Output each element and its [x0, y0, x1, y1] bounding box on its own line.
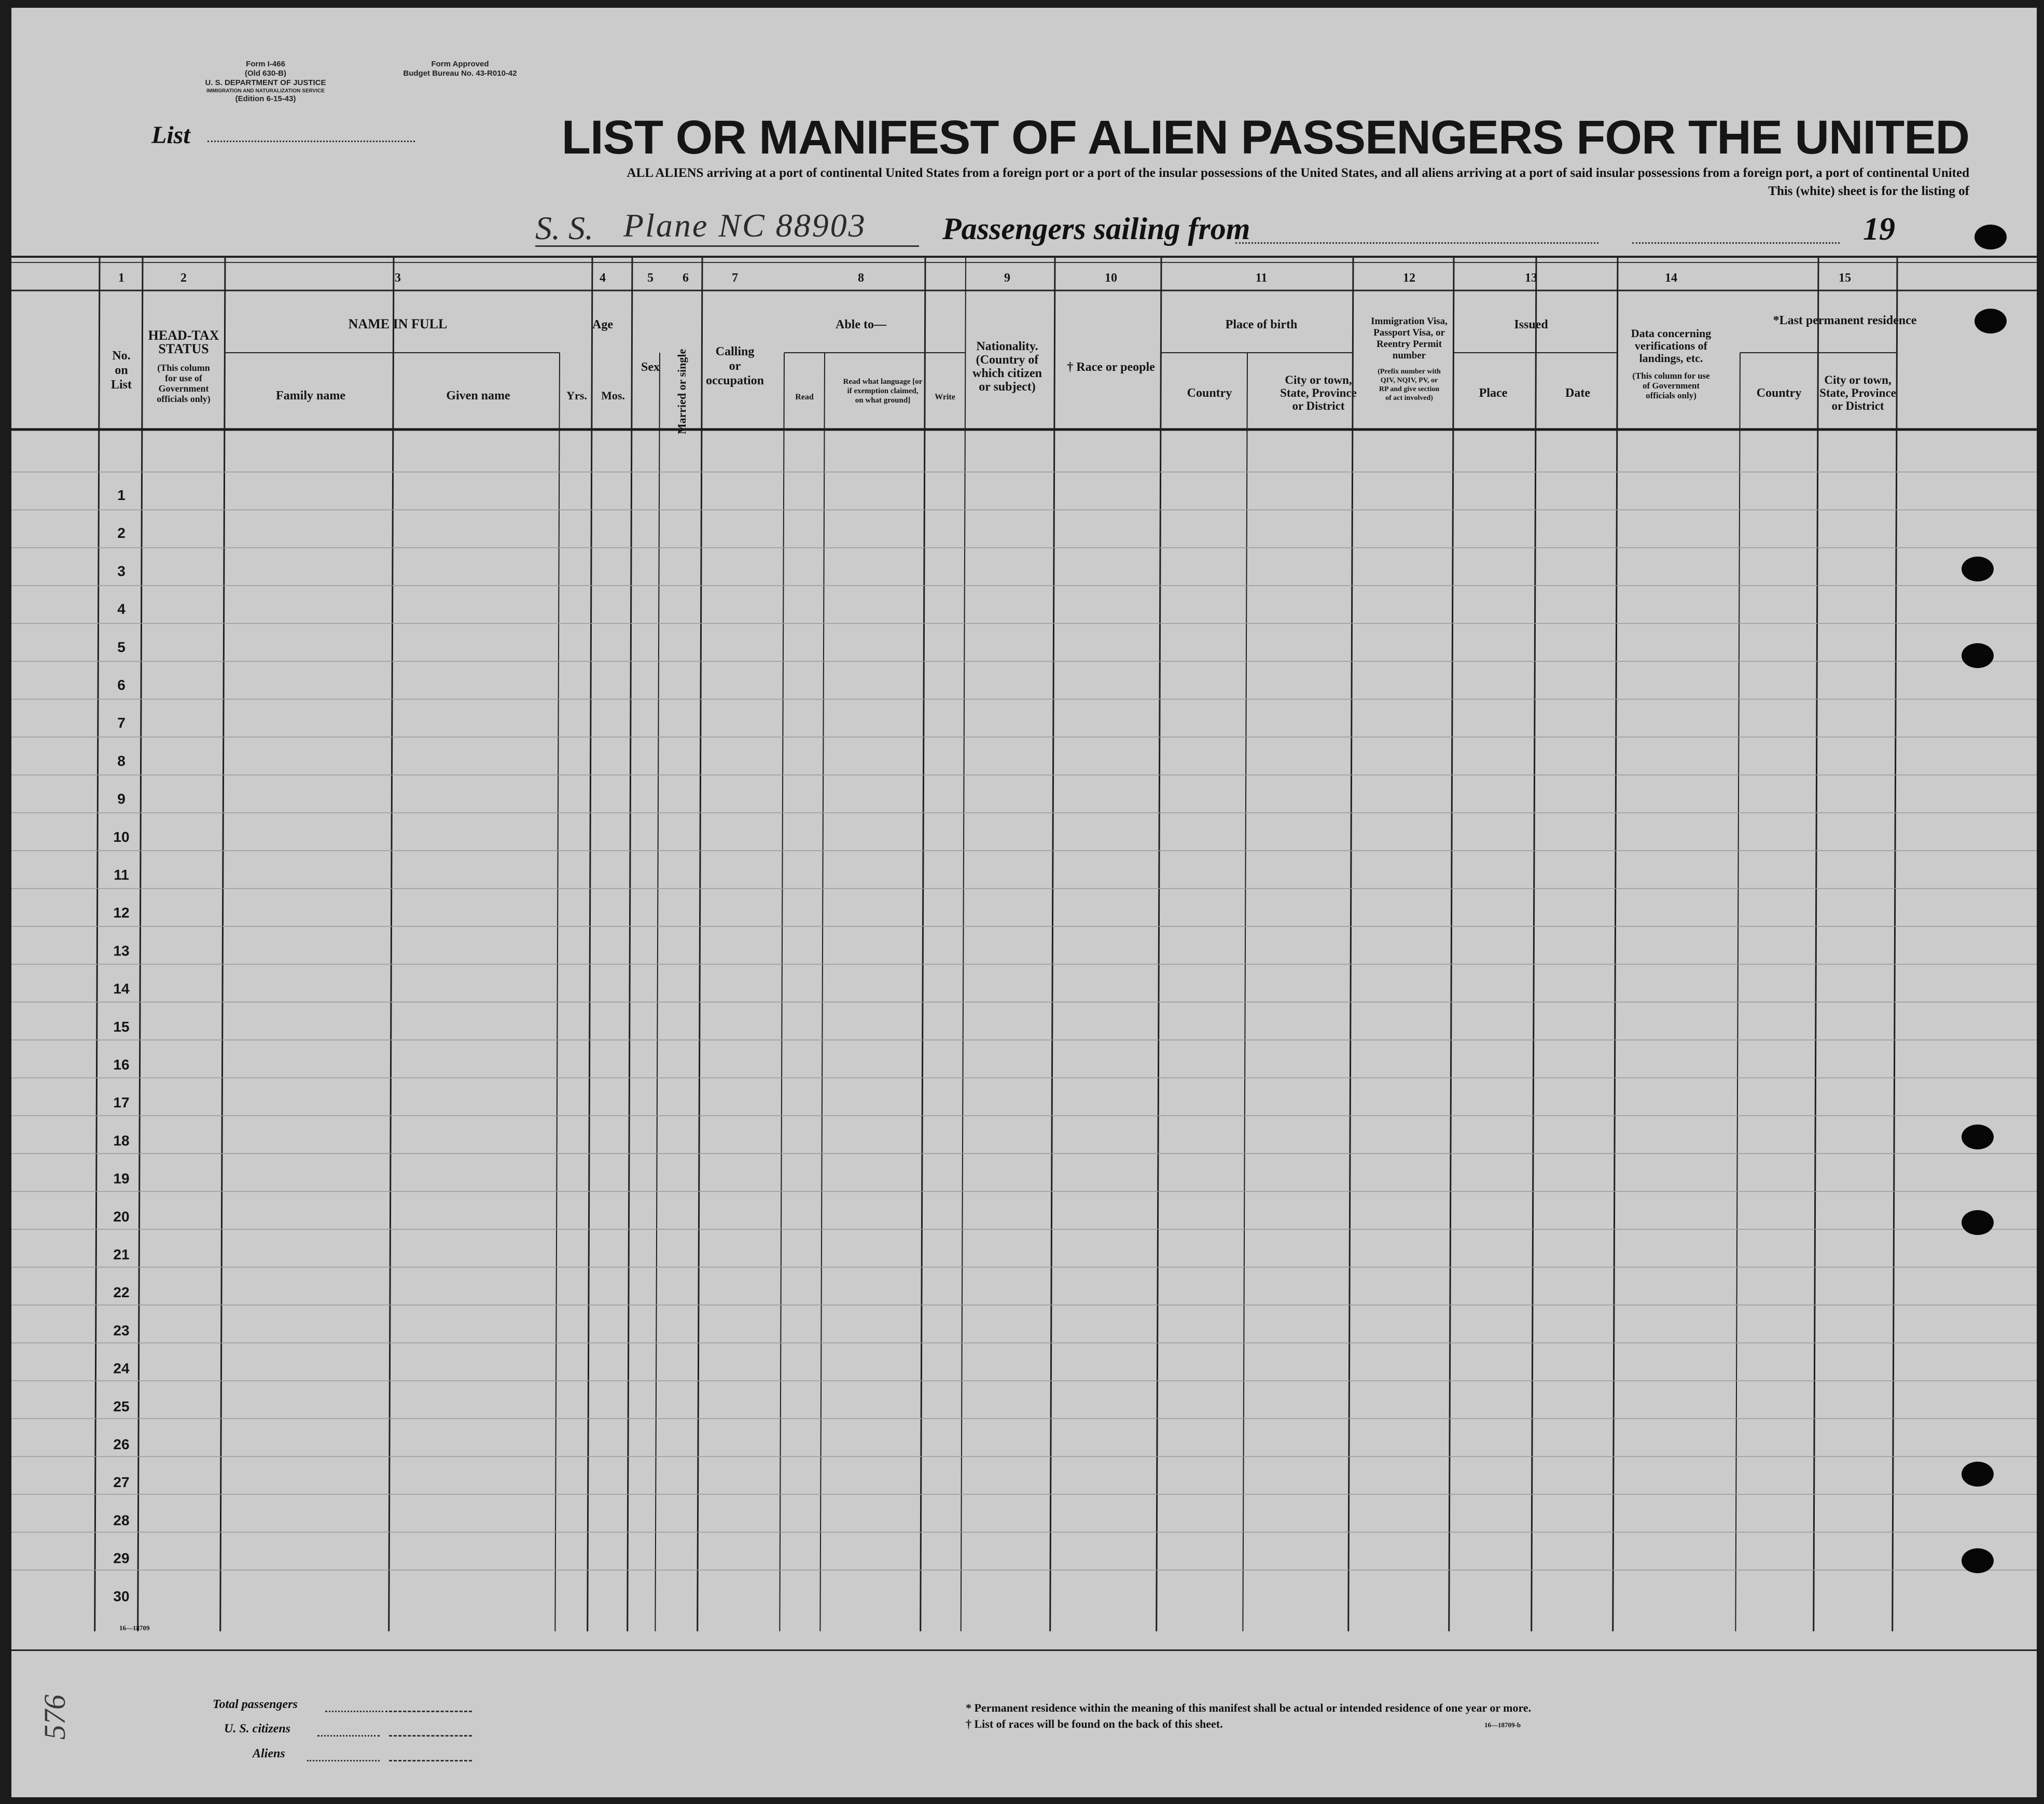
binding-hole: [1975, 225, 2007, 249]
column-divider: [1532, 258, 1536, 1631]
head-tax-note: for use of: [165, 373, 202, 383]
row-number: 15: [113, 1018, 130, 1035]
column-divider: [555, 353, 560, 1631]
row-number: 14: [113, 980, 130, 997]
visa-note: of act involved): [1385, 394, 1433, 402]
issued-date-header: Date: [1565, 386, 1590, 400]
head-tax-note: officials only): [157, 394, 211, 404]
name-in-full-header: NAME IN FULL: [348, 316, 448, 331]
column-divider: [780, 353, 784, 1631]
calling-header: occupation: [705, 374, 764, 387]
row-number: 8: [117, 753, 126, 769]
row-number: 25: [113, 1398, 130, 1414]
row-number: 2: [117, 525, 126, 542]
column-number: 7: [732, 271, 738, 285]
form-approved-text: Form Approved: [431, 60, 489, 68]
sailing-from-label: Passengers sailing from: [942, 212, 1250, 246]
column-divider: [1814, 258, 1818, 1631]
column-number: 11: [1255, 271, 1268, 285]
row-number: 30: [113, 1588, 130, 1604]
column-divider: [655, 353, 660, 1631]
table-grid: [11, 258, 2037, 1631]
visa-note: QIV, NQIV, PV, or: [1380, 377, 1438, 384]
row-number: 20: [113, 1208, 130, 1225]
binding-hole: [1962, 643, 1994, 668]
form-edition: (Edition 6-15-43): [235, 94, 296, 103]
birth-country-header: Country: [1187, 386, 1232, 400]
manifest-title: LIST OR MANIFEST OF ALIEN PASSENGERS FOR THE UNITED: [561, 111, 1969, 164]
age-header: Age: [592, 318, 613, 331]
visa-note: RP and give section: [1379, 385, 1440, 393]
row-number: 26: [113, 1436, 130, 1452]
binding-hole: [1962, 1548, 1994, 1573]
mos-header: Mos.: [601, 389, 625, 402]
calling-header: Calling: [715, 345, 755, 358]
binding-hole: [1962, 1125, 1994, 1149]
row-number: 19: [113, 1170, 130, 1187]
visa-header: Passport Visa, or: [1373, 327, 1445, 338]
head-tax-note: (This column: [157, 363, 210, 373]
column-divider: [1348, 258, 1353, 1631]
us-citizens-label: U. S. citizens: [224, 1722, 291, 1736]
margin-handwritten-number: 576: [38, 1695, 72, 1740]
no-on-list-header: on: [115, 364, 128, 377]
binding-hole: [1962, 1210, 1994, 1235]
table-code: 16—18709: [119, 1624, 150, 1632]
form-old-number: (Old 630-B): [244, 69, 286, 78]
nationality-header: which citizen: [972, 367, 1042, 380]
row-number: 13: [113, 942, 130, 959]
data-note: officials only): [1646, 391, 1697, 400]
row-number: 28: [113, 1512, 130, 1529]
residence-city-header: or District: [1831, 399, 1884, 412]
list-label: List: [151, 121, 190, 149]
service-name: IMMIGRATION AND NATURALIZATION SERVICE: [206, 88, 325, 94]
column-number: 1: [118, 271, 124, 285]
ship-name-handwritten: Plane NC 88903: [623, 207, 867, 244]
row-number: 11: [114, 867, 129, 883]
visa-note: (Prefix number with: [1378, 368, 1441, 376]
column-divider: [1157, 258, 1161, 1631]
row-number: 9: [117, 790, 126, 807]
last-residence-header: *Last permanent residence: [1773, 314, 1917, 327]
aliens-field: [389, 1760, 472, 1761]
column-divider: [95, 258, 100, 1631]
row-number: 18: [113, 1132, 130, 1149]
department-name: U. S. DEPARTMENT OF JUSTICE: [205, 78, 326, 87]
yrs-header: Yrs.: [566, 389, 587, 402]
row-number: 12: [113, 905, 130, 921]
row-number: 1: [117, 487, 126, 503]
budget-bureau-number: Budget Bureau No. 43-R010-42: [403, 69, 517, 78]
row-number: 3: [117, 563, 126, 579]
row-number: 22: [113, 1284, 130, 1301]
column-number: 12: [1403, 271, 1415, 285]
column-number: 14: [1665, 271, 1677, 285]
footnote-races: † List of races will be found on the back of this sheet.: [966, 1717, 1223, 1730]
married-or-single-header: Married or single: [675, 349, 688, 435]
column-divider: [1050, 258, 1055, 1631]
manifest-subtitle-line-1: ALL ALIENS arriving at a port of continental United States from a foreign port or a port of the insular possessions of the United States, and all aliens arriving at a port of said insular possessions from a foreign port, a port of continental United: [627, 166, 1969, 180]
column-number: 10: [1105, 271, 1117, 285]
footer-code: 16—18709-b: [1484, 1721, 1521, 1729]
column-divider: [1613, 258, 1618, 1631]
head-tax-note: Government: [158, 383, 209, 394]
row-number: 10: [113, 828, 130, 845]
column-divider: [921, 258, 925, 1631]
place-of-birth-header: Place of birth: [1225, 318, 1298, 331]
no-on-list-header: No.: [112, 349, 131, 363]
aliens-dots: [307, 1760, 380, 1761]
row-number: 6: [117, 677, 126, 693]
column-number: 3: [395, 271, 401, 285]
column-number: 8: [858, 271, 864, 285]
footnote-permanent-residence: * Permanent residence within the meaning of this manifest shall be actual or intended residence of one year or more.: [966, 1701, 1532, 1714]
total-passengers-label: Total passengers: [213, 1698, 298, 1711]
read-language-header: Read what language [or: [843, 378, 923, 386]
issued-header: Issued: [1514, 318, 1548, 331]
column-number: 2: [180, 271, 187, 285]
residence-city-header: State, Province: [1819, 386, 1896, 399]
birth-city-header: or District: [1292, 399, 1345, 412]
visa-header: number: [1392, 350, 1426, 361]
us-citizens-field: [389, 1735, 472, 1737]
column-divider: [1893, 258, 1897, 1631]
sex-header: Sex: [641, 360, 660, 374]
data-note: (This column for use: [1632, 371, 1710, 381]
row-number: 24: [113, 1360, 130, 1377]
row-number: 29: [113, 1550, 130, 1566]
nationality-header: Nationality.: [976, 340, 1038, 353]
column-divider: [1449, 258, 1454, 1631]
column-number-row: [118, 271, 1851, 285]
column-number: 6: [683, 271, 689, 285]
able-to-header: Able to—: [836, 318, 886, 331]
data-concerning-header: landings, etc.: [1639, 352, 1703, 365]
column-divider: [220, 258, 225, 1631]
manifest-table: [11, 8, 2037, 1668]
binding-hole: [1962, 557, 1994, 581]
column-divider: [698, 258, 702, 1631]
data-note: of Government: [1642, 381, 1700, 391]
column-divider: [1735, 353, 1740, 1631]
column-number: 13: [1525, 271, 1537, 285]
column-divider: [628, 258, 632, 1631]
total-passengers-field: [389, 1711, 472, 1712]
row-number: 27: [113, 1474, 130, 1491]
head-tax-header: HEAD-TAX: [148, 328, 219, 343]
visa-header: Reentry Permit: [1376, 339, 1442, 350]
row-number: 21: [113, 1246, 130, 1262]
given-name-header: Given name: [446, 389, 510, 403]
column-divider: [961, 258, 966, 1631]
column-divider: [138, 258, 143, 1631]
year-prefix: 19: [1863, 212, 1895, 247]
total-passengers-dots: [325, 1711, 387, 1712]
read-header: Read: [795, 393, 814, 401]
column-divider: [1243, 353, 1247, 1631]
residence-country-header: Country: [1756, 386, 1802, 400]
row-number: 4: [117, 601, 126, 617]
nationality-header: or subject): [979, 380, 1036, 394]
column-number: 9: [1004, 271, 1010, 285]
column-divider: [389, 258, 394, 1631]
no-on-list-header: List: [110, 378, 132, 392]
issued-place-header: Place: [1479, 386, 1508, 400]
nationality-header: (Country of: [976, 353, 1039, 367]
manifest-subtitle-line-2: This (white) sheet is for the listing of: [1768, 184, 1969, 198]
column-number: 15: [1839, 271, 1851, 285]
race-header: † Race or people: [1067, 360, 1155, 374]
write-header: Write: [935, 393, 955, 401]
aliens-label: Aliens: [253, 1747, 285, 1760]
residence-city-header: City or town,: [1824, 373, 1892, 386]
ship-prefix: S. S.: [535, 210, 593, 246]
column-headers: [111, 314, 1917, 434]
data-concerning-header: verifications of: [1635, 339, 1707, 352]
calling-header: or: [729, 359, 741, 373]
data-concerning-header: Data concerning: [1631, 327, 1712, 340]
row-number: 16: [113, 1057, 130, 1073]
row-number: 7: [117, 715, 126, 731]
binding-hole: [1962, 1462, 1994, 1487]
form-number: Form I-466: [246, 60, 285, 68]
family-name-header: Family name: [276, 389, 345, 403]
us-citizens-dots: [317, 1735, 380, 1737]
column-number: 4: [600, 271, 606, 285]
birth-city-header: City or town,: [1285, 373, 1352, 386]
row-number: 5: [117, 639, 126, 655]
footer-rule: [11, 1649, 2037, 1651]
visa-header: Immigration Visa,: [1371, 316, 1448, 327]
birth-city-header: State, Province: [1280, 386, 1357, 399]
column-divider: [820, 353, 825, 1631]
head-tax-header: STATUS: [158, 341, 209, 356]
read-language-header: on what ground]: [855, 396, 911, 405]
manifest-sheet: [11, 8, 2037, 1797]
read-language-header: if exemption claimed,: [847, 387, 919, 395]
row-number: 23: [113, 1322, 130, 1339]
row-numbers: [113, 487, 130, 1604]
binding-hole: [1975, 309, 2007, 334]
row-number: 17: [113, 1094, 130, 1111]
column-number: 5: [647, 271, 653, 285]
column-divider: [588, 258, 592, 1631]
